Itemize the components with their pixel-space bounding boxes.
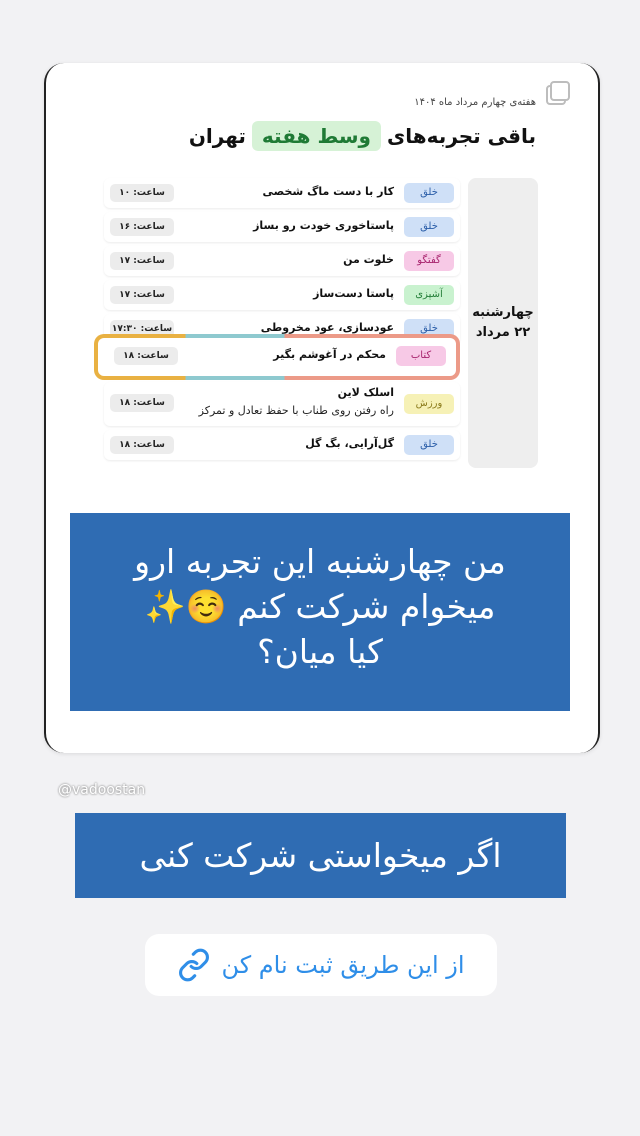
schedule-row[interactable] — [104, 430, 460, 460]
caption-line-1: من چهارشنبه این تجربه ارو — [134, 542, 506, 581]
category-badge: خلق — [404, 183, 454, 203]
caption-banner — [70, 513, 570, 711]
event-name: عودسازی، عود مخروطی — [260, 321, 394, 334]
day-name: چهارشنبه — [472, 305, 534, 320]
schedule-row[interactable] — [104, 246, 460, 276]
schedule-row[interactable] — [104, 382, 460, 426]
event-name: محکم در آغوشم بگیر — [273, 348, 386, 361]
event-name: اسلک لاین — [337, 386, 394, 399]
signup-link-sticker[interactable] — [145, 934, 497, 996]
cta-banner: اگر میخواستی شرکت کنی — [75, 813, 566, 898]
highlighted-row[interactable] — [108, 343, 452, 369]
highlight-frame[interactable] — [94, 334, 460, 380]
time-badge: ساعت: ۱۷:۳۰ — [110, 320, 174, 338]
time-badge: ساعت: ۱۸ — [110, 394, 174, 412]
event-name: پاستاخوری خودت رو بساز — [253, 219, 394, 232]
time-badge: ساعت: ۱۶ — [110, 218, 174, 236]
caption-line-3: کیا میان؟ — [257, 632, 383, 671]
schedule-row[interactable] — [104, 178, 460, 208]
category-badge: خلق — [404, 217, 454, 237]
event-name: کار با دست ماگ شخصی — [262, 185, 394, 198]
link-icon — [177, 948, 211, 982]
category-badge: آشپزی — [404, 285, 454, 305]
category-badge: گفتگو — [404, 251, 454, 271]
category-badge: ورزش — [404, 394, 454, 414]
watermark-handle: @vadoostan — [58, 782, 146, 798]
time-badge: ساعت: ۱۷ — [110, 252, 174, 270]
event-name: گل‌آرایی، بگ گل — [305, 437, 394, 450]
category-badge: خلق — [404, 319, 454, 339]
schedule-row[interactable] — [104, 212, 460, 242]
event-name: پاستا دست‌ساز — [313, 287, 394, 300]
category-badge: خلق — [404, 435, 454, 455]
event-description: راه رفتن روی طناب با حفظ تعادل و تمرکز — [198, 404, 394, 417]
day-date: ۲۲ مرداد — [475, 325, 531, 340]
caption-line-2: میخوام شرکت کنم ☺️✨ — [144, 587, 496, 626]
time-badge: ساعت: ۱۸ — [114, 347, 178, 365]
title-highlight: وسط هفته — [252, 121, 381, 151]
copy-icon[interactable] — [550, 81, 570, 101]
signup-link-label: از این طریق ثبت نام کن — [221, 951, 465, 979]
schedule-row[interactable] — [104, 280, 460, 310]
time-badge: ساعت: ۱۸ — [110, 436, 174, 454]
day-label — [468, 178, 538, 468]
time-badge: ساعت: ۱۰ — [110, 184, 174, 202]
category-badge: کتاب — [396, 346, 446, 366]
time-badge: ساعت: ۱۷ — [110, 286, 174, 304]
week-subtitle: هفته‌ی چهارم مرداد ماه ۱۴۰۴ — [414, 97, 536, 108]
title-prefix: باقی تجربه‌های — [386, 124, 536, 148]
event-name: خلوت من — [343, 253, 394, 266]
title-suffix: تهران — [188, 124, 246, 148]
page-title — [189, 121, 536, 151]
schedule-list — [104, 178, 460, 464]
